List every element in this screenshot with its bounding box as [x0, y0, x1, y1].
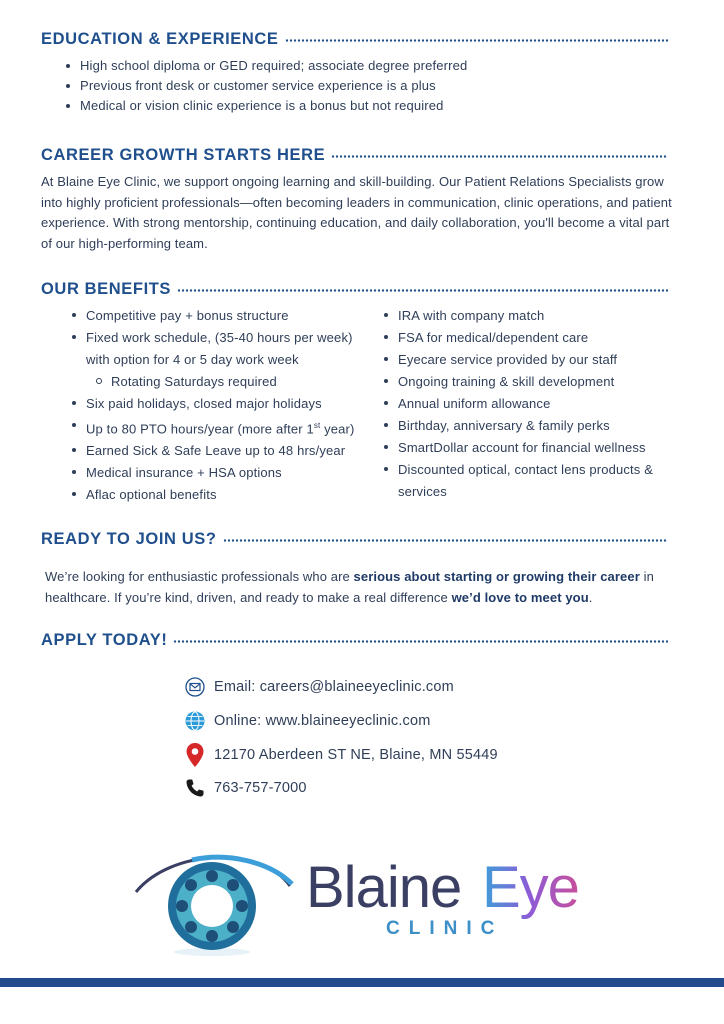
list-item: Earned Sick & Safe Leave up to 48 hrs/year [66, 440, 371, 462]
website-text[interactable]: Online: www.blaineeyeclinic.com [214, 713, 431, 729]
list-item: Up to 80 PTO hours/year (more after 1st year) [66, 415, 371, 440]
list-item: Discounted optical, contact lens products & services [378, 459, 678, 503]
list-item: Six paid holidays, closed major holidays [66, 393, 371, 415]
address-text[interactable]: 12170 Aberdeen ST NE, Blaine, MN 55449 [214, 747, 498, 763]
logo-text-clinic: CLINIC [386, 918, 504, 939]
benefits-heading: OUR BENEFITS [41, 280, 668, 299]
contact-email[interactable] [185, 677, 454, 697]
list-item: Medical insurance + HSA options [66, 462, 371, 484]
list-item: Ongoing training & skill development [378, 371, 678, 393]
list-item: Medical or vision clinic experience is a bonus but not required [60, 96, 660, 116]
benefits-left-list [66, 305, 371, 506]
list-item: SmartDollar account for financial wellness [378, 437, 678, 459]
list-item: Eyecare service provided by our staff [378, 349, 678, 371]
contact-address[interactable] [185, 743, 498, 767]
apply-heading: APPLY TODAY! [41, 631, 668, 650]
list-item: FSA for medical/dependent care [378, 327, 678, 349]
map-pin-icon [185, 743, 205, 767]
logo-text-eye: Eye [482, 855, 579, 920]
benefits-right-list [378, 305, 678, 503]
globe-icon [185, 711, 205, 731]
list-item: Fixed work schedule, (35-40 hours per week) with option for 4 or 5 day work week [66, 327, 371, 371]
contact-phone[interactable] [185, 778, 307, 798]
list-item: High school diploma or GED required; associate degree preferred [60, 56, 660, 76]
phone-text[interactable]: 763-757-7000 [214, 780, 307, 796]
contact-website[interactable] [185, 711, 431, 731]
footer-bar [0, 978, 724, 987]
list-item: IRA with company match [378, 305, 678, 327]
education-list [60, 56, 660, 116]
envelope-icon [185, 677, 205, 697]
email-text[interactable]: Email: careers@blaineeyeclinic.com [214, 679, 454, 695]
list-item: Birthday, anniversary & family perks [378, 415, 678, 437]
phone-icon [185, 778, 205, 798]
eye-logo-icon [130, 848, 300, 958]
list-item: Rotating Saturdays required [66, 371, 371, 393]
growth-heading: CAREER GROWTH STARTS HERE [41, 146, 668, 165]
list-item: Competitive pay + bonus structure [66, 305, 371, 327]
growth-paragraph: At Blaine Eye Clinic, we support ongoing learning and skill-building. Our Patient Relations Specialists grow into highly proficient professionals—often becoming leaders in communication, clinic operations, and patient experience. With strong mentorship, continuing education, and daily collaboration, you'll become a vital part of our high-performing team. [41, 174, 672, 251]
ready-heading: READY TO JOIN US? [41, 530, 668, 549]
list-item: Previous front desk or customer service experience is a plus [60, 76, 660, 96]
logo-text-blaine: Blaine [306, 855, 462, 920]
list-item: Annual uniform allowance [378, 393, 678, 415]
education-heading: EDUCATION & EXPERIENCE [41, 30, 668, 49]
ready-paragraph: We’re looking for enthusiastic professionals who are serious about starting or growing their career in healthcare. If you’re kind, driven, and ready to make a real difference we’d love to meet you. [45, 569, 654, 605]
list-item: Aflac optional benefits [66, 484, 371, 506]
clinic-logo [130, 848, 600, 958]
